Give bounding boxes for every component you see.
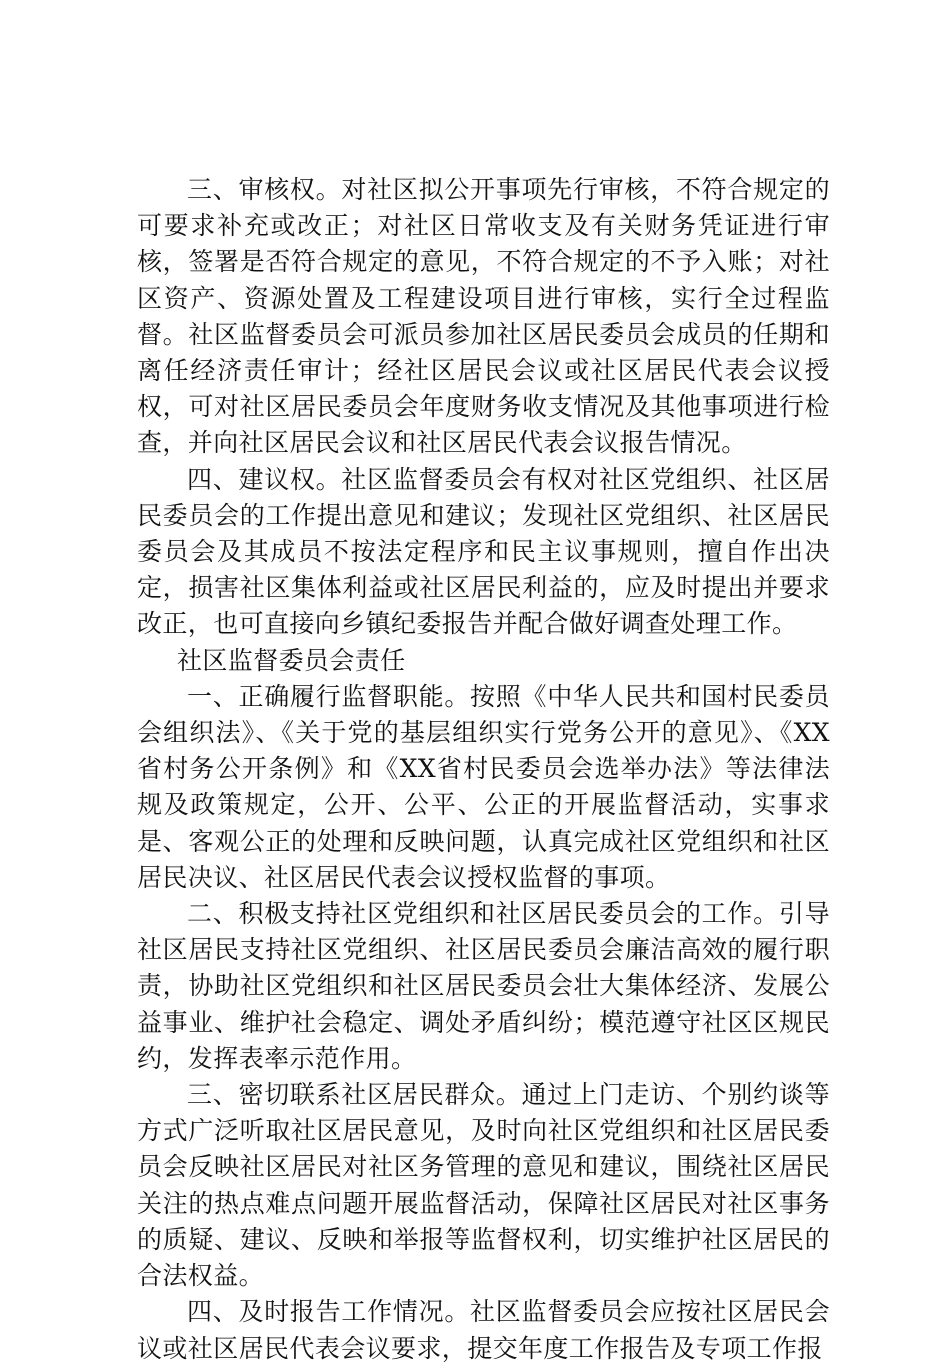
paragraph-duty-3: 三、密切联系社区居民群众。通过上门走访、个别约谈等方式广泛听取社区居民意见，及时向社区党组织和社区居民委员会反映社区居民对社区务管理的意见和建议，围绕社区居民关注的热点难点问题开展监督活动，保障社区居民对社区事务的质疑、建议、反映和举报等监督权利，切实维护社区居民的合法权益。	[137, 1080, 830, 1291]
section-heading: 社区监督委员会责任	[177, 645, 406, 675]
paragraph-duty-1: 一、正确履行监督职能。按照《中华人民共和国村民委员会组织法》、《关于党的基层组织实行党务公开的意见》、《XX省村务公开条例》和《XX省村民委员会选举办法》等法律法规及政策规定，公开、公平、公正的开展监督活动，实事求是、客观公正的处理和反映问题，认真完成社区党组织和社区居民决议、社区居民代表会议授权监督的事项。	[137, 681, 830, 892]
paragraph-duty-4: 四、及时报告工作情况。社区监督委员会应按社区居民会议或社区居民代表会议要求，提交年度工作报告及专项工作报	[137, 1297, 830, 1363]
paragraph-suggestion-right: 四、建议权。社区监督委员会有权对社区党组织、社区居民委员会的工作提出意见和建议；发现社区党组织、社区居民委员会及其成员不按法定程序和民主议事规则，擅自作出决定，损害社区集体利益或社区居民利益的，应及时提出并要求改正，也可直接向乡镇纪委报告并配合做好调查处理工作。	[137, 464, 830, 639]
paragraph-duty-2: 二、积极支持社区党组织和社区居民委员会的工作。引导社区居民支持社区党组织、社区居民委员会廉洁高效的履行职责，协助社区党组织和社区居民委员会壮大集体经济、发展公益事业、维护社会稳定、调处矛盾纠纷；模范遵守社区区规民约，发挥表率示范作用。	[137, 899, 830, 1073]
paragraph-audit-right: 三、审核权。对社区拟公开事项先行审核，不符合规定的可要求补充或改正；对社区日常收支及有关财务凭证进行审核，签署是否符合规定的意见，不符合规定的不予入账；对社区资产、资源处置及工程建设项目进行审核，实行全过程监督。社区监督委员会可派员参加社区居民委员会成员的任期和离任经济责任审计；经社区居民会议或社区居民代表会议授权，可对社区居民委员会年度财务收支情况及其他事项进行检查，并向社区居民会议和社区居民代表会议报告情况。	[137, 175, 830, 458]
document-body	[137, 172, 830, 1367]
